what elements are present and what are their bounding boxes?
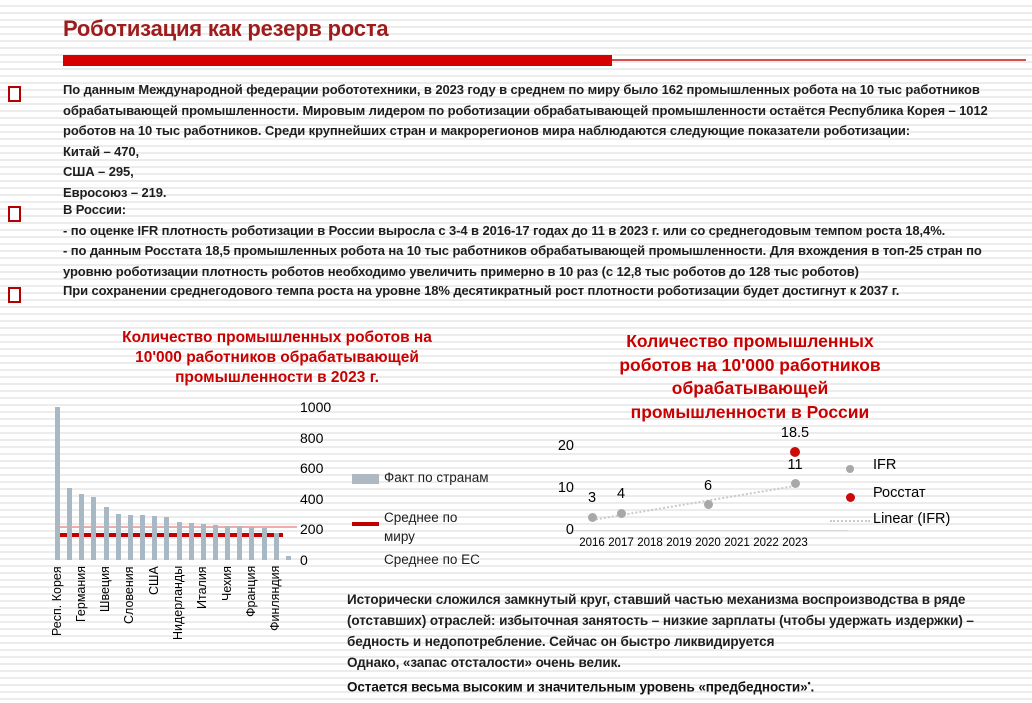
- data-point-label: 6: [703, 477, 713, 494]
- scatter-x-axis: [578, 536, 858, 552]
- scatter-baseline: [574, 530, 848, 531]
- legend-rosstat-dot-icon: [846, 493, 855, 502]
- bar: [213, 525, 218, 560]
- scatter-y-axis: [544, 430, 574, 540]
- legend-label-fact: Факт по странам: [384, 470, 489, 485]
- title-underline-bar: [63, 55, 612, 66]
- axis-tick-label: 400: [300, 490, 324, 507]
- right-chart-title: [592, 330, 908, 424]
- text-line: 10'000 работников обрабатывающей: [135, 349, 419, 366]
- left-chart-legend: [352, 468, 512, 588]
- axis-tick-label: 2018: [637, 537, 663, 549]
- ifr-point: [791, 479, 800, 488]
- bar: [152, 516, 157, 560]
- text-line: уровню роботизации плотность роботов необходимо увеличить примерно в 10 раз (с 12,8 тыс роботов до 128 тыс роботов): [63, 263, 859, 279]
- text-line: США – 295,: [63, 164, 134, 179]
- footer-bold-line: Остается весьма высоким и значительным уровень «предбедности»•.: [347, 678, 815, 695]
- text-line: По данным Международной федерации робототехники, в 2023 году в среднем по миру было 162 промышленных робота на 10 тыс работников: [63, 82, 980, 97]
- text-line: (отставших) отраслей: избыточная занятость – низкие зарплаты (чтобы удержать издержки) –: [347, 613, 974, 628]
- legend-ifr-dot-icon: [846, 465, 854, 473]
- legend-label-world-average: Среднее по миру: [384, 510, 458, 544]
- text-line: Исторически сложился замкнутый круг, ставший частью механизма воспроизводства в ряде: [347, 592, 966, 607]
- bar: [91, 497, 96, 561]
- bar: [177, 522, 182, 560]
- axis-tick-label: 2021: [724, 537, 750, 549]
- right-chart-legend: [830, 450, 1020, 540]
- bar: [79, 494, 84, 560]
- text-line: Евросоюз – 219.: [63, 184, 167, 200]
- text-line: - по данным Росстата 18,5 промышленных робота на 10 тыс работников обрабатывающей промышленности. Для вхождения в топ-25 стран по: [63, 243, 982, 258]
- left-chart-title: [85, 328, 469, 388]
- footer-paragraph: [347, 589, 974, 698]
- text-line: обрабатывающей: [671, 378, 829, 398]
- axis-tick-label: Словения: [122, 566, 137, 624]
- bar: [140, 515, 145, 560]
- axis-tick-label: 10: [557, 480, 574, 496]
- text-line: Количество промышленных роботов на: [122, 329, 432, 346]
- axis-tick-label: 2023: [782, 537, 808, 549]
- axis-tick-label: Швеция: [98, 566, 113, 612]
- text-line: роботов на 10'000 работников: [619, 354, 881, 375]
- data-point-label: 4: [616, 486, 626, 503]
- legend-label-rosstat: Росстат: [873, 485, 926, 501]
- bar: [286, 556, 291, 560]
- bar: [249, 527, 254, 560]
- legend-linear-line-icon: [830, 520, 870, 522]
- axis-tick-label: США: [146, 566, 161, 595]
- legend-label-linear: Linear (IFR): [873, 511, 951, 527]
- axis-tick-label: 0: [300, 552, 308, 568]
- axis-tick-label: 200: [300, 521, 324, 538]
- axis-tick-label: 1000: [300, 399, 332, 415]
- axis-tick-label: 800: [300, 429, 324, 446]
- footer-lines: [347, 589, 974, 673]
- legend-label-eu-average: Среднее по ЕС: [384, 552, 480, 567]
- bullet-text-2: [63, 200, 982, 282]
- title-underline-line: [612, 59, 1026, 61]
- bar: [67, 488, 72, 560]
- text-line: роботов на 10 тыс работников. Среди крупнейших стран и макрорегионов мира наблюдаются следующие показатели роботизации:: [63, 123, 911, 138]
- bar-chart-x-axis: [49, 566, 305, 686]
- axis-tick-label: 2022: [753, 537, 779, 549]
- axis-tick-label: 600: [300, 460, 324, 477]
- bar: [237, 526, 242, 560]
- text-line: При сохранении среднегодового темпа роста на уровне 18% десятикратный рост плотности роботизации будет достигнут к 2037 г.: [63, 283, 900, 298]
- axis-tick-label: 20: [557, 438, 574, 454]
- ifr-point: [588, 513, 597, 522]
- page-title: Роботизация как резерв роста: [63, 16, 389, 41]
- axis-tick-label: 2016: [579, 537, 605, 549]
- text-line: бедность и недопотребление. Сейчас он быстро ликвидируется: [347, 634, 775, 649]
- data-point-label: 11: [787, 456, 803, 473]
- bullet-marker-icon: [8, 86, 21, 102]
- bullet-marker-icon: [8, 206, 21, 222]
- legend-swatch-world-line: [352, 522, 379, 526]
- axis-tick-label: 2017: [608, 537, 634, 549]
- data-point-label: 3: [587, 490, 597, 507]
- axis-tick-label: Франция: [243, 566, 258, 618]
- bar-chart-plot: [55, 407, 297, 560]
- text-line: Китай – 470,: [63, 143, 140, 159]
- axis-tick-label: 2020: [695, 537, 721, 549]
- text-line: - по оценке IFR плотность роботизации в России выросла с 3-4 в 2016-17 годах до 11 в 2023 г. или со среднегодовым темпом роста 18,4%.: [63, 222, 946, 238]
- legend-label-ifr: IFR: [873, 457, 897, 473]
- bar: [55, 407, 60, 560]
- bar: [164, 517, 169, 560]
- scatter-chart-plot: [578, 425, 848, 530]
- axis-tick-label: Нидерланды: [171, 566, 185, 641]
- bar: [201, 524, 206, 560]
- bar: [104, 507, 109, 560]
- bar: [262, 528, 267, 560]
- data-point-label: 18.5: [780, 425, 810, 442]
- axis-tick-label: 2019: [666, 537, 692, 549]
- axis-tick-label: Италия: [195, 566, 210, 609]
- bar: [225, 526, 230, 560]
- axis-tick-label: Германия: [73, 566, 88, 623]
- bullet-text-3: [63, 281, 899, 302]
- bullet-marker-icon: [8, 287, 21, 303]
- text-line: промышленности в России: [630, 401, 870, 422]
- text-line: Количество промышленных: [626, 331, 874, 351]
- axis-tick-label: 0: [565, 522, 574, 538]
- bar-chart-y-axis: [300, 399, 346, 568]
- ifr-point: [617, 509, 626, 518]
- bar: [274, 533, 279, 560]
- bar: [189, 523, 194, 560]
- text-line: Однако, «запас отсталости» очень велик.: [347, 655, 621, 670]
- axis-tick-label: Финляндия: [268, 566, 283, 632]
- axis-tick-label: Чехия: [219, 566, 234, 602]
- text-line: обрабатывающей промышленности. Мировым лидером по роботизации обрабатывающей промышленности остаётся Республика Корея – 1012: [63, 102, 988, 118]
- bar: [128, 515, 133, 560]
- bullet-text-1: [63, 80, 988, 203]
- text-line: промышленности в 2023 г.: [175, 369, 379, 386]
- legend-swatch-bars: [352, 474, 379, 484]
- bar: [116, 514, 121, 560]
- ifr-point: [704, 500, 713, 509]
- axis-tick-label: Респ. Корея: [49, 566, 64, 636]
- text-line: В России:: [63, 202, 126, 217]
